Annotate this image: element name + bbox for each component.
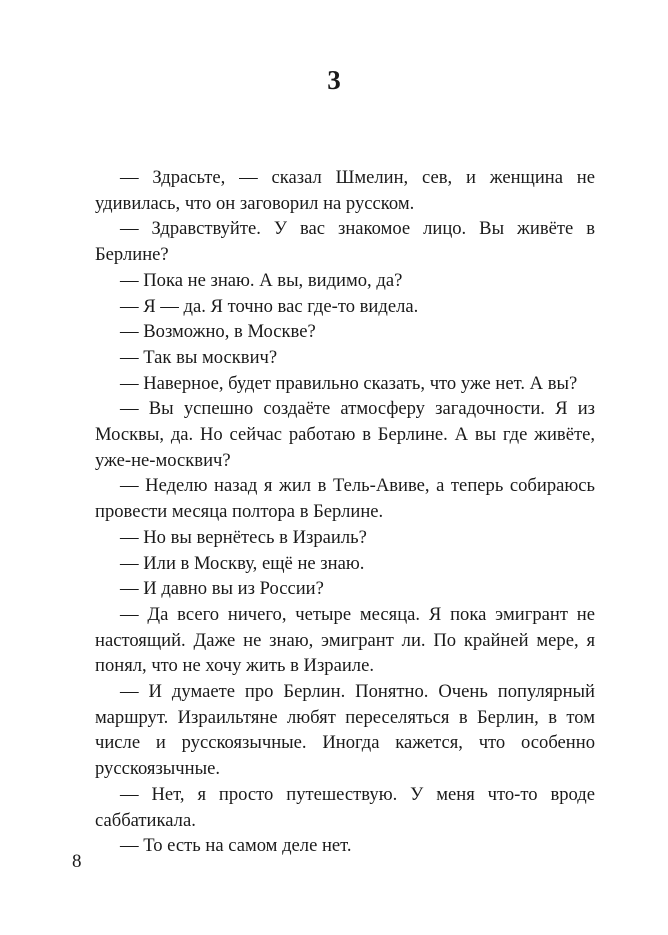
paragraph-6: — Так вы москвич? (120, 346, 278, 368)
paragraph-7: — Наверное, будет правильно сказать, что уже нет. А вы? (120, 372, 578, 394)
body-text (95, 165, 595, 859)
paragraph-1: — Здрасьте, — сказал Шмелин, сев, и женщина не удивилась, что он заговорил на русском. (95, 167, 595, 214)
paragraph-14: — И думаете про Берлин. Понятно. Очень популярный маршрут. Израильтяне любят переселяться в Берлин, в том числе и русскоязычные. Иногда кажется, что особенно русскоязычные. (95, 681, 595, 780)
paragraph-16: — То есть на самом деле нет. (120, 835, 352, 857)
page-number: 8 (72, 851, 82, 872)
chapter-number: 3 (327, 65, 341, 95)
paragraph-8: — Вы успешно создаёте атмосферу загадочности. Я из Москвы, да. Но сейчас работаю в Берлине. А вы где живёте, уже-не-москвич? (95, 398, 595, 471)
paragraph-10: — Но вы вернётесь в Израиль? (120, 526, 367, 548)
paragraph-4: — Я — да. Я точно вас где-то видела. (120, 295, 419, 317)
paragraph-11: — Или в Москву, ещё не знаю. (120, 552, 365, 574)
paragraph-13: — Да всего ничего, четыре месяца. Я пока эмигрант не настоящий. Даже не знаю, эмигрант ли. По крайней мере, я понял, что не хочу жить в Израиле. (95, 603, 595, 677)
paragraph-3: — Пока не знаю. А вы, видимо, да? (120, 269, 403, 291)
paragraph-2: — Здравствуйте. У вас знакомое лицо. Вы живёте в Берлине? (95, 218, 595, 266)
paragraph-15: — Нет, я просто путешествую. У меня что-то вроде саббатикала. (95, 783, 595, 831)
paragraph-9: — Неделю назад я жил в Тель-Авиве, а теперь собираюсь провести месяца полтора в Берлине. (95, 475, 595, 523)
paragraph-12: — И давно вы из России? (120, 578, 324, 600)
paragraph-5: — Возможно, в Москве? (120, 321, 316, 343)
